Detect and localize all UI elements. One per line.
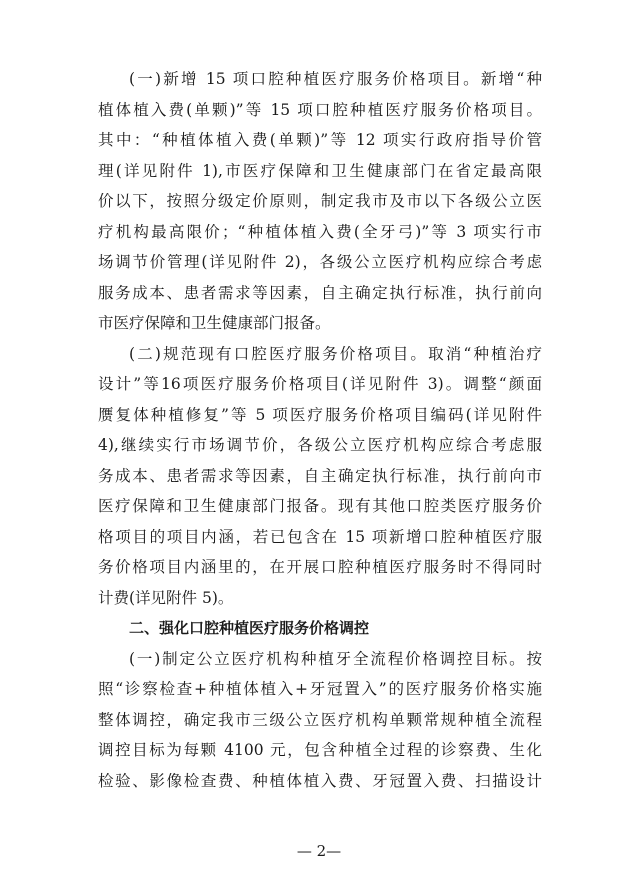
paragraph-3-line: 照“诊察检查+种植体植入+牙冠置入”的医疗服务价格实施 [98, 680, 542, 698]
paragraph-2-line: 赝复体种植修复”等 5 项医疗服务价格项目编码(详见附件 [98, 405, 542, 424]
paragraph-1-line: 其中：“种植体植入费(单颗)”等 12 项实行政府指导价管 [98, 131, 542, 149]
paragraph-3-line: (一)制定公立医疗机构种植牙全流程价格调控目标。按 [129, 649, 542, 668]
paragraph-2-line: 格项目的项目内涵，若已包含在 15 项新增口腔种植医疗服 [98, 527, 542, 546]
paragraph-1-line: 价以下，按照分级定价原则，制定我市及市以下各级公立医 [98, 192, 542, 210]
page-number: — 2— [296, 842, 342, 860]
paragraph-3-line: 调控目标为每颗 4100 元，包含种植全过程的诊察费、生化 [98, 741, 542, 759]
paragraph-2-line: (二)规范现有口腔医疗服务价格项目。取消“种植治疗 [129, 344, 542, 363]
paragraph-3-line: 整体调控，确定我市三级公立医疗机构单颗常规种植全流程 [98, 710, 542, 729]
paragraph-1-line: 市医疗保障和卫生健康部门报备。 [98, 314, 331, 332]
document-body [98, 64, 542, 796]
paragraph-2-line: 医疗保障和卫生健康部门报备。现有其他口腔类医疗服务价 [98, 497, 542, 515]
paragraph-2-line: 设计”等16项医疗服务价格项目(详见附件 3)。调整“颜面 [98, 375, 542, 393]
paragraph-1-line: 场调节价管理(详见附件 2)，各级公立医疗机构应综合考虑 [98, 253, 542, 271]
paragraph-1-line: 服务成本、患者需求等因素，自主确定执行标准，执行前向 [98, 283, 542, 302]
paragraph-2-line: 务价格项目内涵里的，在开展口腔种植医疗服务时不得同时 [98, 558, 542, 576]
paragraph-1-line: 疗机构最高限价；“种植体植入费(全牙弓)”等 3 项实行市 [98, 222, 542, 241]
paragraph-2-line: 计费(详见附件 5)。 [98, 588, 234, 607]
paragraph-2-line: 务成本、患者需求等因素，自主确定执行标准，执行前向市 [98, 466, 542, 485]
paragraph-2-line: 4),继续实行市场调节价，各级公立医疗机构应综合考虑服 [98, 436, 542, 454]
paragraph-1-line: (一)新增 15 项口腔种植医疗服务价格项目。新增“种 [129, 70, 542, 88]
paragraph-1-line: 植体植入费(单颗)”等 15 项口腔种植医疗服务价格项目。 [98, 100, 542, 119]
paragraph-3-line: 检验、影像检查费、种植体植入费、牙冠置入费、扫描设计 [98, 771, 542, 790]
section-heading: 二、强化口腔种植医疗服务价格调控 [129, 619, 370, 637]
paragraph-1-line: 理(详见附件 1),市医疗保障和卫生健康部门在省定最高限 [98, 161, 542, 180]
